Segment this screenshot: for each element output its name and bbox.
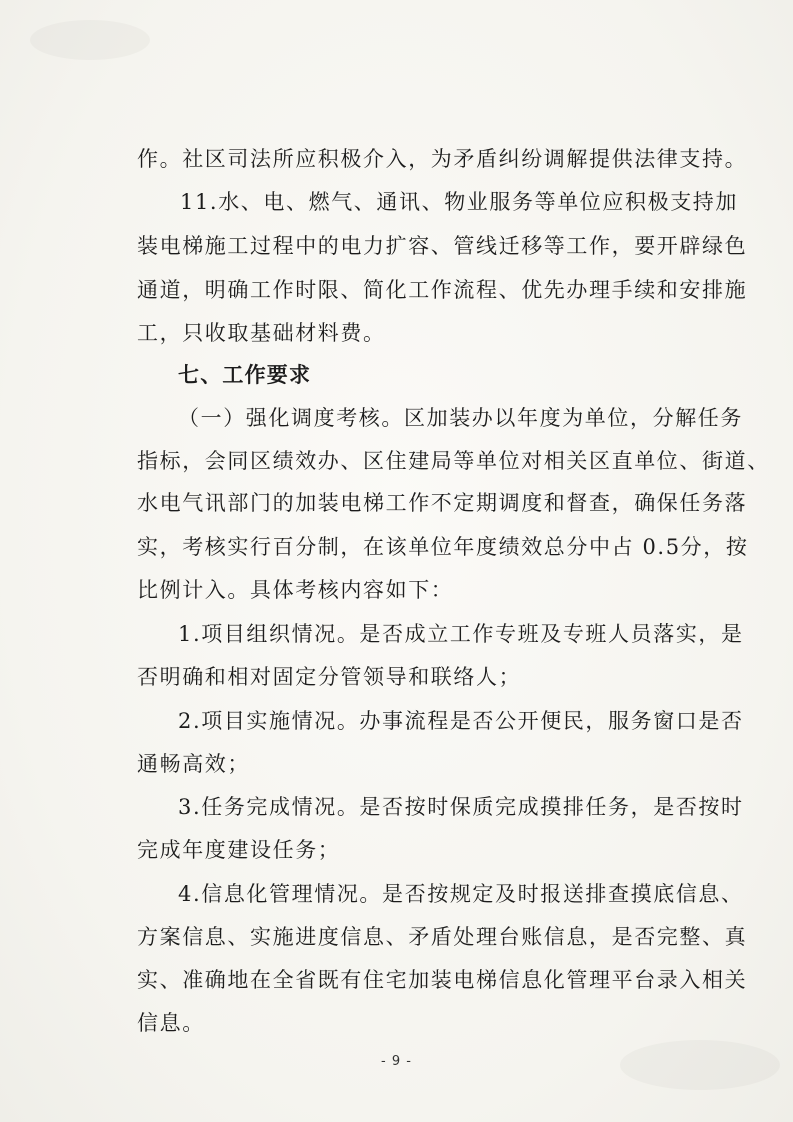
text-line: 通道，明确工作时限、简化工作流程、优先办理手续和安排施	[137, 278, 748, 302]
text-line: 水电气讯部门的加装电梯工作不定期调度和督查，确保任务落	[137, 491, 748, 515]
text-line: 实、准确地在全省既有住宅加装电梯信息化管理平台录入相关	[137, 968, 748, 992]
text-line: 装电梯施工过程中的电力扩容、管线迁移等工作，要开辟绿色	[137, 234, 748, 258]
text-line: 比例计入。具体考核内容如下：	[137, 578, 454, 602]
text-line: 方案信息、实施进度信息、矛盾处理台账信息，是否完整、真	[137, 925, 748, 949]
scan-smudge	[30, 20, 150, 60]
text-line: 通畅高效；	[137, 752, 250, 776]
text-line: 作。社区司法所应积极介入，为矛盾纠纷调解提供法律支持。	[137, 147, 748, 171]
list-item: 1.项目组织情况。是否成立工作专班及专班人员落实，是	[178, 622, 744, 646]
text-line: 工，只收取基础材料费。	[137, 321, 386, 345]
text-line: 信息。	[137, 1011, 205, 1035]
section-heading: 七、工作要求	[178, 363, 312, 387]
text-line: 否明确和相对固定分管领导和联络人；	[137, 665, 522, 689]
list-item: 4.信息化管理情况。是否按规定及时报送排查摸底信息、	[178, 882, 744, 906]
text-line: 11.水、电、燃气、通讯、物业服务等单位应积极支持加	[180, 190, 738, 214]
text-line: 实，考核实行百分制，在该单位年度绩效总分中占 0.5分，按	[137, 535, 749, 559]
text-line: 完成年度建设任务；	[137, 838, 341, 862]
list-item: 2.项目实施情况。办事流程是否公开便民，服务窗口是否	[178, 709, 744, 733]
list-item: 3.任务完成情况。是否按时保质完成摸排任务，是否按时	[178, 795, 744, 819]
text-line: （一）强化调度考核。区加装办以年度为单位，分解任务	[178, 406, 743, 430]
page-number: - 9 -	[381, 1054, 412, 1069]
text-line: 指标，会同区绩效办、区住建局等单位对相关区直单位、街道、	[137, 449, 770, 473]
